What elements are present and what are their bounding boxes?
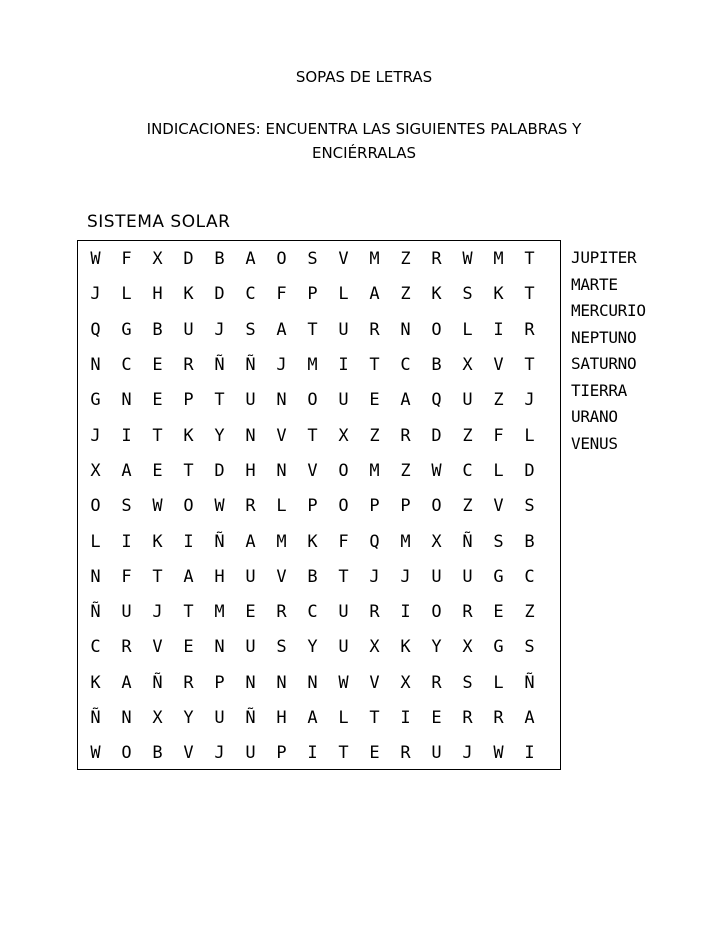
grid-letter[interactable]: X bbox=[152, 249, 163, 270]
grid-letter[interactable]: I bbox=[524, 743, 535, 764]
grid-letter[interactable]: Ñ bbox=[214, 531, 225, 552]
grid-letter[interactable]: J bbox=[462, 743, 473, 764]
grid-letter[interactable]: U bbox=[245, 743, 256, 764]
grid-letter[interactable]: L bbox=[493, 460, 504, 481]
grid-letter[interactable]: Z bbox=[369, 425, 380, 446]
grid-letter[interactable]: R bbox=[400, 425, 411, 446]
grid-letter[interactable]: S bbox=[462, 672, 473, 693]
grid-letter[interactable]: B bbox=[214, 249, 225, 270]
grid-letter[interactable]: O bbox=[276, 249, 287, 270]
grid-letter[interactable]: U bbox=[183, 319, 194, 340]
grid-letter[interactable]: T bbox=[183, 460, 194, 481]
grid-letter[interactable]: L bbox=[90, 531, 101, 552]
grid-letter[interactable]: N bbox=[90, 566, 101, 587]
grid-letter[interactable]: A bbox=[121, 460, 132, 481]
grid-letter[interactable]: N bbox=[121, 390, 132, 411]
grid-letter[interactable]: C bbox=[307, 602, 318, 623]
grid-letter[interactable]: R bbox=[369, 319, 380, 340]
grid-letter[interactable]: H bbox=[245, 460, 256, 481]
grid-letter[interactable]: O bbox=[431, 319, 442, 340]
grid-letter[interactable]: N bbox=[245, 425, 256, 446]
grid-letter[interactable]: T bbox=[183, 602, 194, 623]
grid-letter[interactable]: T bbox=[152, 566, 163, 587]
grid-letter[interactable]: I bbox=[183, 531, 194, 552]
grid-letter[interactable]: U bbox=[245, 637, 256, 658]
word-list-item: MERCURIO bbox=[571, 301, 646, 320]
word-list-item: JUPITER bbox=[571, 248, 637, 267]
grid-letter[interactable]: I bbox=[338, 355, 349, 376]
grid-letter[interactable]: W bbox=[462, 249, 473, 270]
grid-letter[interactable]: Q bbox=[369, 531, 380, 552]
grid-letter[interactable]: A bbox=[245, 249, 256, 270]
grid-letter[interactable]: V bbox=[307, 460, 318, 481]
grid-letter[interactable]: W bbox=[90, 249, 101, 270]
grid-letter[interactable]: R bbox=[431, 672, 442, 693]
grid-letter[interactable]: O bbox=[90, 496, 101, 517]
grid-letter[interactable]: L bbox=[338, 284, 349, 305]
grid-letter[interactable]: V bbox=[276, 566, 287, 587]
grid-letter[interactable]: E bbox=[431, 708, 442, 728]
grid-letter[interactable]: L bbox=[276, 496, 287, 517]
grid-letter[interactable]: A bbox=[183, 566, 194, 587]
grid-letter[interactable]: E bbox=[152, 355, 163, 376]
grid-letter[interactable]: S bbox=[121, 496, 132, 517]
grid-letter[interactable]: U bbox=[121, 602, 132, 623]
grid-letter[interactable]: Ñ bbox=[214, 355, 225, 376]
grid-letter[interactable]: J bbox=[90, 284, 101, 305]
grid-letter[interactable]: K bbox=[90, 672, 101, 693]
grid-letter[interactable]: O bbox=[121, 743, 132, 764]
grid-letter[interactable]: S bbox=[307, 249, 318, 270]
grid-letter[interactable]: M bbox=[214, 602, 225, 623]
grid-letter[interactable]: P bbox=[214, 672, 225, 693]
grid-letter[interactable]: P bbox=[307, 284, 318, 305]
word-list-item: SATURNO bbox=[571, 354, 637, 373]
grid-letter[interactable]: R bbox=[493, 708, 504, 728]
grid-letter[interactable]: T bbox=[307, 425, 318, 446]
grid-letter[interactable]: E bbox=[493, 602, 504, 623]
grid-letter[interactable]: U bbox=[214, 708, 225, 728]
grid-letter[interactable]: G bbox=[90, 390, 101, 411]
grid-letter[interactable]: L bbox=[493, 672, 504, 693]
grid-letter[interactable]: U bbox=[462, 390, 473, 411]
grid-letter[interactable]: L bbox=[462, 319, 473, 340]
grid-letter[interactable]: H bbox=[276, 708, 287, 728]
grid-letter[interactable]: E bbox=[245, 602, 256, 623]
grid-letter[interactable]: R bbox=[245, 496, 256, 517]
grid-letter[interactable]: L bbox=[524, 425, 535, 446]
grid-letter[interactable]: O bbox=[431, 602, 442, 623]
grid-letter[interactable]: R bbox=[462, 708, 473, 728]
grid-letter[interactable]: I bbox=[121, 425, 132, 446]
grid-letter[interactable]: K bbox=[307, 531, 318, 552]
grid-letter[interactable]: U bbox=[245, 390, 256, 411]
grid-letter[interactable]: C bbox=[245, 284, 256, 305]
grid-letter[interactable]: J bbox=[400, 566, 411, 587]
grid-letter[interactable]: V bbox=[493, 355, 504, 376]
grid-letter[interactable]: Ñ bbox=[90, 708, 101, 728]
grid-letter[interactable]: X bbox=[400, 672, 411, 693]
grid-letter[interactable]: Q bbox=[431, 390, 442, 411]
grid-letter[interactable]: W bbox=[214, 496, 225, 517]
grid-letter[interactable]: D bbox=[183, 249, 194, 270]
grid-letter[interactable]: U bbox=[338, 637, 349, 658]
grid-letter[interactable]: N bbox=[245, 672, 256, 693]
grid-letter[interactable]: A bbox=[524, 708, 535, 728]
grid-letter[interactable]: I bbox=[400, 602, 411, 623]
grid-letter[interactable]: E bbox=[183, 637, 194, 658]
grid-letter[interactable]: Y bbox=[431, 637, 442, 658]
grid-letter[interactable]: R bbox=[400, 743, 411, 764]
grid-letter[interactable]: O bbox=[338, 496, 349, 517]
grid-letter[interactable]: U bbox=[462, 566, 473, 587]
grid-letter[interactable]: D bbox=[214, 460, 225, 481]
grid-letter[interactable]: G bbox=[121, 319, 132, 340]
grid-letter[interactable]: C bbox=[524, 566, 535, 587]
grid-letter[interactable]: V bbox=[152, 637, 163, 658]
grid-letter[interactable]: J bbox=[214, 319, 225, 340]
grid-letter[interactable]: C bbox=[462, 460, 473, 481]
grid-letter[interactable]: A bbox=[276, 319, 287, 340]
grid-letter[interactable]: B bbox=[307, 566, 318, 587]
grid-letter[interactable]: Z bbox=[400, 249, 411, 270]
grid-letter[interactable]: I bbox=[493, 319, 504, 340]
grid-letter[interactable]: U bbox=[245, 566, 256, 587]
word-list bbox=[571, 245, 646, 457]
grid-letter[interactable]: R bbox=[431, 249, 442, 270]
grid-letter[interactable]: R bbox=[462, 602, 473, 623]
grid-letter[interactable]: J bbox=[152, 602, 163, 623]
grid-letter[interactable]: N bbox=[307, 672, 318, 693]
grid-letter[interactable]: J bbox=[524, 390, 535, 411]
grid-letter[interactable]: O bbox=[307, 390, 318, 411]
grid-letter[interactable]: W bbox=[431, 460, 442, 481]
word-list-item: NEPTUNO bbox=[571, 327, 637, 347]
grid-letter[interactable]: N bbox=[276, 390, 287, 411]
grid-letter[interactable]: P bbox=[307, 496, 318, 517]
grid-letter[interactable]: Y bbox=[214, 425, 225, 446]
grid-letter[interactable]: T bbox=[338, 566, 349, 587]
grid-letter[interactable]: M bbox=[493, 249, 504, 270]
grid-letter[interactable]: Z bbox=[462, 496, 473, 517]
grid-letter[interactable]: S bbox=[524, 637, 535, 658]
grid-letter[interactable]: R bbox=[183, 672, 194, 693]
grid-letter[interactable]: W bbox=[90, 743, 101, 764]
grid-letter[interactable]: W bbox=[493, 743, 504, 764]
grid-letter[interactable]: N bbox=[214, 637, 225, 658]
grid-letter[interactable]: Ñ bbox=[245, 708, 256, 728]
grid-letter[interactable]: B bbox=[152, 319, 163, 340]
grid-letter[interactable]: V bbox=[338, 249, 349, 270]
grid-letter[interactable]: O bbox=[431, 496, 442, 517]
word-list-item: VENUS bbox=[571, 433, 618, 453]
puzzle-title: SISTEMA SOLAR bbox=[87, 212, 231, 232]
grid-letter[interactable]: R bbox=[276, 602, 287, 623]
grid-letter[interactable]: M bbox=[307, 355, 318, 376]
grid-letter[interactable]: Z bbox=[462, 425, 473, 446]
grid-letter[interactable]: P bbox=[400, 496, 411, 517]
grid-letter[interactable]: T bbox=[524, 355, 535, 376]
grid-letter[interactable]: A bbox=[400, 390, 411, 411]
grid-letter[interactable]: A bbox=[245, 531, 256, 552]
grid-letter[interactable]: E bbox=[369, 743, 380, 764]
grid-letter[interactable]: Z bbox=[524, 602, 535, 623]
grid-letter[interactable]: V bbox=[493, 496, 504, 517]
grid-letter[interactable]: X bbox=[431, 531, 442, 552]
grid-letter[interactable]: Y bbox=[307, 637, 318, 658]
grid-letter[interactable]: X bbox=[462, 637, 473, 658]
grid-letter[interactable]: K bbox=[183, 284, 194, 305]
grid-letter[interactable]: T bbox=[307, 319, 318, 340]
grid-letter[interactable]: H bbox=[214, 566, 225, 587]
grid-letter[interactable]: U bbox=[431, 566, 442, 587]
grid-letter[interactable]: K bbox=[152, 531, 163, 552]
grid-letter[interactable]: X bbox=[152, 708, 163, 728]
grid-letter[interactable]: L bbox=[338, 708, 349, 728]
grid-letter[interactable]: R bbox=[183, 355, 194, 376]
grid-letter[interactable]: S bbox=[524, 496, 535, 517]
grid-letter[interactable]: N bbox=[90, 355, 101, 376]
grid-letter[interactable]: Ñ bbox=[152, 672, 163, 693]
document-title: SOPAS DE LETRAS bbox=[295, 68, 433, 86]
grid-letter[interactable]: C bbox=[90, 637, 101, 658]
grid-letter[interactable]: U bbox=[338, 602, 349, 623]
word-list-item: URANO bbox=[571, 407, 618, 426]
grid-letter[interactable]: E bbox=[152, 460, 163, 481]
grid-letter[interactable]: O bbox=[338, 460, 349, 481]
grid-letter[interactable]: K bbox=[183, 425, 194, 446]
grid-letter[interactable]: Z bbox=[400, 460, 411, 481]
grid-letter[interactable]: B bbox=[152, 743, 163, 764]
grid-letter[interactable]: Ñ bbox=[524, 672, 535, 693]
grid-letter[interactable]: U bbox=[338, 319, 349, 340]
grid-letter[interactable]: J bbox=[276, 355, 287, 376]
grid-letter[interactable]: R bbox=[524, 319, 535, 340]
grid-letter[interactable]: J bbox=[214, 743, 225, 764]
grid-letter[interactable]: N bbox=[276, 460, 287, 481]
grid-letter[interactable]: P bbox=[183, 390, 194, 411]
grid-letter[interactable]: X bbox=[462, 355, 473, 376]
grid-letter[interactable]: M bbox=[400, 531, 411, 552]
grid-letter[interactable]: M bbox=[276, 531, 287, 552]
grid-letter[interactable]: J bbox=[90, 425, 101, 446]
grid-letter[interactable]: T bbox=[369, 708, 380, 728]
grid-letter[interactable]: G bbox=[493, 637, 504, 658]
grid-letter[interactable]: J bbox=[369, 566, 380, 587]
grid-letter[interactable]: G bbox=[493, 566, 504, 587]
grid-letter[interactable]: U bbox=[431, 743, 442, 764]
grid-letter[interactable]: F bbox=[276, 284, 287, 305]
grid-letter[interactable]: M bbox=[369, 249, 380, 270]
grid-letter[interactable]: S bbox=[276, 637, 287, 658]
grid-letter[interactable]: Z bbox=[400, 284, 411, 305]
grid-letter[interactable]: K bbox=[431, 284, 442, 305]
grid-letter[interactable]: Ñ bbox=[462, 531, 473, 552]
grid-letter[interactable]: P bbox=[276, 743, 287, 764]
grid-letter[interactable]: I bbox=[400, 708, 411, 728]
grid-letter[interactable]: T bbox=[369, 355, 380, 376]
grid-letter[interactable]: X bbox=[369, 637, 380, 658]
grid-letter[interactable]: A bbox=[307, 708, 318, 728]
grid-letter[interactable]: D bbox=[431, 425, 442, 446]
grid-letter[interactable]: T bbox=[152, 425, 163, 446]
grid-letter[interactable]: I bbox=[121, 531, 132, 552]
grid-letter[interactable]: Ñ bbox=[245, 355, 256, 376]
grid-letter[interactable]: Z bbox=[493, 390, 504, 411]
instructions-text: INDICACIONES: ENCUENTRA LAS SIGUIENTES PALABRAS Y ENCIÉRRALAS bbox=[146, 120, 582, 162]
grid-letter[interactable]: Q bbox=[90, 319, 101, 340]
grid-letter[interactable]: S bbox=[245, 319, 256, 340]
grid-letter[interactable]: X bbox=[338, 425, 349, 446]
grid-letter[interactable]: S bbox=[462, 284, 473, 305]
word-search-grid bbox=[80, 242, 545, 771]
grid-letter[interactable]: N bbox=[276, 672, 287, 693]
grid-letter[interactable]: T bbox=[524, 249, 535, 270]
grid-letter[interactable]: P bbox=[369, 496, 380, 517]
word-list-item: TIERRA bbox=[571, 380, 627, 400]
grid-letter[interactable]: O bbox=[183, 496, 194, 517]
grid-letter[interactable]: Ñ bbox=[90, 602, 101, 623]
grid-letter[interactable]: F bbox=[493, 425, 504, 446]
grid-letter[interactable]: B bbox=[524, 531, 535, 552]
grid-letter[interactable]: N bbox=[121, 708, 132, 728]
grid-letter[interactable]: K bbox=[493, 284, 504, 305]
grid-letter[interactable]: A bbox=[369, 284, 380, 305]
grid-letter[interactable]: C bbox=[121, 355, 132, 376]
grid-letter[interactable]: S bbox=[493, 531, 504, 552]
grid-letter[interactable]: V bbox=[369, 672, 380, 693]
grid-letter[interactable]: W bbox=[152, 496, 163, 517]
grid-letter[interactable]: T bbox=[338, 743, 349, 764]
grid-letter[interactable]: M bbox=[369, 460, 380, 481]
grid-letter[interactable]: L bbox=[121, 284, 132, 305]
grid-letter[interactable]: R bbox=[121, 637, 132, 658]
grid-letter[interactable]: C bbox=[400, 355, 411, 376]
grid-letter[interactable]: N bbox=[400, 319, 411, 340]
grid-letter[interactable]: V bbox=[276, 425, 287, 446]
grid-letter[interactable]: E bbox=[152, 390, 163, 411]
grid-letter[interactable]: F bbox=[338, 531, 349, 552]
grid-letter[interactable]: D bbox=[524, 460, 535, 481]
grid-letter[interactable]: B bbox=[431, 355, 442, 376]
grid-letter[interactable]: F bbox=[121, 249, 132, 270]
grid-letter[interactable]: F bbox=[121, 566, 132, 587]
grid-letter[interactable]: W bbox=[338, 672, 349, 693]
grid-letter[interactable]: X bbox=[90, 460, 101, 481]
grid-letter[interactable]: T bbox=[524, 284, 535, 305]
grid-letter[interactable]: R bbox=[369, 602, 380, 623]
grid-letter[interactable]: T bbox=[214, 390, 225, 411]
grid-letter[interactable]: I bbox=[307, 743, 318, 764]
grid-letter[interactable]: U bbox=[338, 390, 349, 411]
grid-letter[interactable]: E bbox=[369, 390, 380, 411]
word-list-item: MARTE bbox=[571, 274, 618, 294]
grid-letter[interactable]: Y bbox=[183, 708, 194, 728]
grid-letter[interactable]: H bbox=[152, 284, 163, 305]
grid-letter[interactable]: A bbox=[121, 672, 132, 693]
grid-letter[interactable]: D bbox=[214, 284, 225, 305]
grid-letter[interactable]: V bbox=[183, 743, 194, 764]
grid-letter[interactable]: K bbox=[400, 637, 411, 658]
